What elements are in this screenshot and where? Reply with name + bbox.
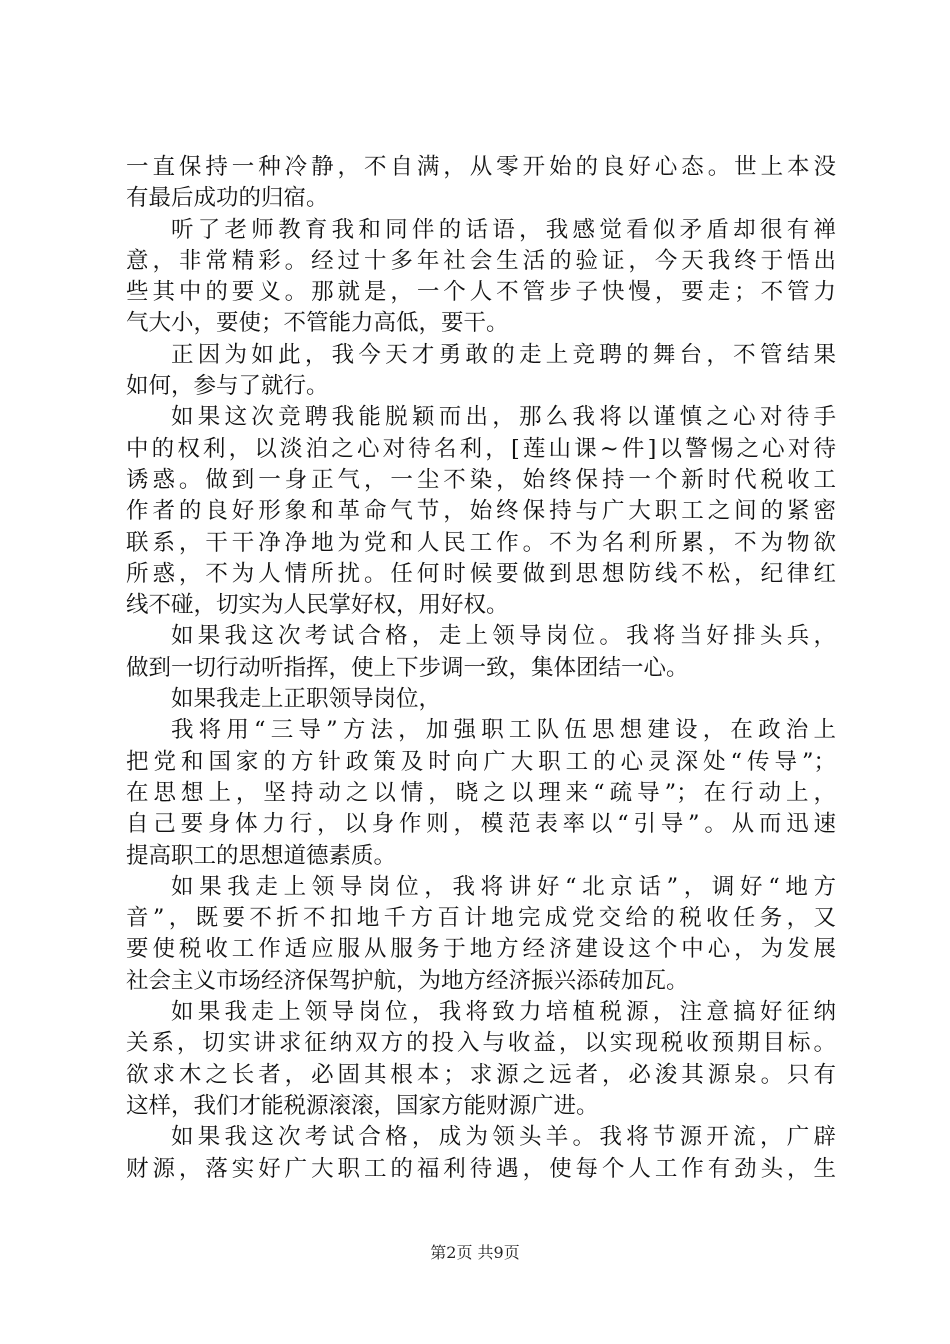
text-line: 把党和国家的方针政策及时向广大职工的心灵深处“传导”；	[126, 748, 836, 775]
text-line: 如果我这次考试合格，走上领导岗位。我将当好排头兵，	[171, 623, 836, 650]
text-line: 一直保持一种冷静，不自满，从零开始的良好心态。世上本没	[126, 154, 836, 180]
text-line: 有最后成功的归宿。	[126, 185, 329, 212]
text-line: 正因为如此，我今天才勇敢的走上竞聘的舞台，不管结果	[171, 341, 836, 368]
text-line: 联系，干干净净地为党和人民工作。不为名利所累，不为物欲	[126, 529, 836, 556]
paragraph	[126, 872, 836, 997]
text-line: 听了老师教育我和同伴的话语，我感觉看似矛盾却很有禅	[171, 216, 836, 243]
paragraph	[126, 215, 836, 340]
paragraph	[126, 152, 836, 215]
paragraph	[126, 621, 836, 684]
text-line: 做到一切行动听指挥，使上下步调一致，集体团结一心。	[126, 654, 689, 681]
text-line: 关系，切实讲求征纳双方的投入与收益，以实现税收预期目标。	[126, 1030, 836, 1057]
page-number-footer: 第2页 共9页	[430, 1243, 520, 1262]
text-line: 自己要身体力行，以身作则，模范表率以“引导”。从而迅速	[126, 811, 836, 838]
text-line: 要使税收工作适应服从服务于地方经济建设这个中心，为发展	[126, 936, 836, 963]
paragraph	[126, 997, 836, 1122]
paragraph	[126, 402, 836, 621]
text-line: 作者的良好形象和革命气节，始终保持与广大职工之间的紧密	[126, 498, 836, 525]
text-line: 中的权利，以淡泊之心对待名利，[莲山课~件]以警惕之心对待	[126, 435, 836, 462]
text-line: 如果我走上领导岗位，我将致力培植税源，注意搞好征纳	[171, 999, 836, 1026]
text-line: 财源，落实好广大职工的福利待遇，使每个人工作有劲头，生	[126, 1155, 836, 1182]
text-line: 这样，我们才能税源滚滚，国家方能财源广进。	[126, 1092, 599, 1119]
text-line: 如何，参与了就行。	[126, 373, 329, 400]
text-line: 意，非常精彩。经过十多年社会生活的验证，今天我终于悟出	[126, 247, 836, 274]
text-line: 所惑，不为人情所扰。任何时候要做到思想防线不松，纪律红	[126, 560, 836, 587]
paragraph	[126, 1122, 836, 1185]
text-line: 提高职工的思想道德素质。	[126, 842, 397, 869]
paragraph	[126, 684, 836, 715]
text-line: 社会主义市场经济保驾护航，为地方经济振兴添砖加瓦。	[126, 967, 689, 994]
text-line: 诱惑。做到一身正气，一尘不染，始终保持一个新时代税收工	[126, 466, 836, 493]
text-line: 音”，既要不折不扣地千方百计地完成党交给的税收任务，又	[126, 905, 836, 932]
document-body	[126, 152, 836, 1185]
text-line: 气大小，要使；不管能力高低，要干。	[126, 310, 509, 337]
paragraph	[126, 340, 836, 403]
text-line: 在思想上，坚持动之以情，晓之以理来“疏导”；在行动上，	[126, 779, 836, 806]
text-line: 我将用“三导”方法，加强职工队伍思想建设，在政治上	[171, 717, 836, 744]
text-line: 如果我走上领导岗位，我将讲好“北京话”，调好“地方	[171, 873, 836, 900]
paragraph	[126, 715, 836, 871]
text-line: 欲求木之长者，必固其根本；求源之远者，必浚其源泉。只有	[126, 1061, 836, 1088]
text-line: 如果我这次考试合格，成为领头羊。我将节源开流，广辟	[171, 1124, 836, 1151]
text-line: 线不碰，切实为人民掌好权，用好权。	[126, 592, 509, 619]
text-line: 如果我走上正职领导岗位，	[171, 686, 442, 713]
text-line: 如果这次竞聘我能脱颖而出，那么我将以谨慎之心对待手	[171, 404, 836, 431]
text-line: 些其中的要义。那就是，一个人不管步子快慢，要走；不管力	[126, 279, 836, 306]
